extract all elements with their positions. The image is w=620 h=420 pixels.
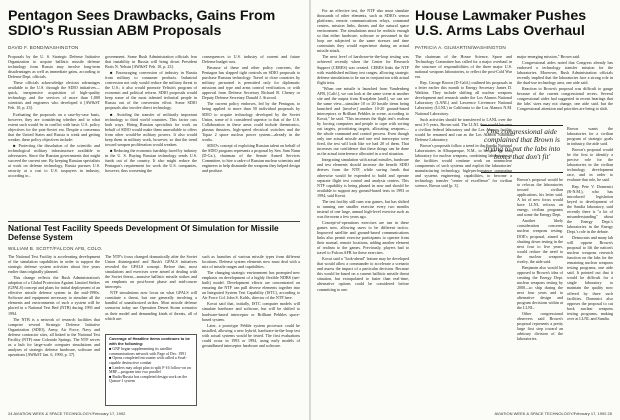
sidebar-column-2 bbox=[105, 254, 197, 332]
article-column-1 bbox=[8, 54, 100, 218]
continued-column bbox=[317, 8, 409, 406]
article-column-2 bbox=[105, 54, 197, 218]
paragraph: Another likely consideration concerns nuclear weapons testing. DOE's proposal, aimed at shutting down testing in the next four to five years, would reduce the need to the nuclear weapons rivalry, the aide said. bbox=[517, 218, 563, 264]
paragraph: For an effective test, the NTF also must simulate thousands of other elements, such as SDIO's sensor platforms, remote communications relays, command centers, mission links, threats and the natural space environment. The simulations must be realistic enough so that either hardware, software or personnel in the loop are subjected to the same stresses and time constraints they would experience during an actual missile attack. bbox=[317, 8, 409, 54]
sidebar-column-1 bbox=[8, 254, 100, 406]
paragraph: Congressional aides noted that Congress already has endorsed a technology transfer mission for the laboratories. Moreover, Bush Administration officials recently implied that the laboratories face a strong role in the dual-use technology area, one aide said. bbox=[517, 60, 613, 86]
article-column-3b bbox=[517, 177, 563, 406]
paragraph: Other congressional observers said Brown's proposal represents a pretty large first step toward an arbitrary division of the laboratories. bbox=[517, 311, 563, 342]
article-column-3 bbox=[517, 54, 613, 122]
paragraph: SDIO's concept of exploiting Russian talent on behalf of the SDIO program represents a proposal by Sen. Sam Nunn (D-Ga.), chairman of the Senate Armed Services Committee, to hire a cadre of Russian nuclear scientists and engineers to help dismantle the weapons they helped design and produce. bbox=[202, 142, 300, 174]
section-divider bbox=[8, 221, 300, 222]
paragraph: Evaluating the proposals on a case-by-case basis, however, they are considering whether and to what extent such would be in conflict with basic U.S. policy objectives for the post-Soviet era. Despite a consensus that the United States and Russia is weak and getting weaker, these policy objectives include: bbox=[8, 111, 100, 142]
paragraph: consequences to U.S. industry of current and future Defense budget cuts. bbox=[202, 54, 300, 65]
article-byline: PATRICIA A. GILMARTIN/WASHINGTON bbox=[415, 45, 506, 50]
paragraph: Integrating simulation with actual missiles, hardware and test elements should increase the benefit SDIO derives from the NTF, while saving funds that otherwise would be expended to build and operate separate flight test control and analysis centers. This NTF capability is being phased in now and should be available to support any ground-based tests in 1993 or 1994, said Kovat. bbox=[317, 157, 409, 198]
paragraph: The changing strategic environment has prompted new emphasis on development of a highly flexible NDBS (net-built) model. Development efforts are concentrated on ensuring the NTF can pull diverse elements together into an Integrated System Test Capability (ISTC), according to Air Force Col. John S. Kohls, director of the NTF here. bbox=[202, 270, 300, 301]
left-page bbox=[0, 0, 309, 420]
page-footer-right: AVIATION WEEK & SPACE TECHNOLOGY/February 17, 1992 25 bbox=[494, 411, 612, 416]
sidebar-column-3 bbox=[202, 254, 300, 406]
paragraph: such as launches of various missile types from different locations. Defense system elements now must deal with a mix of missile ranges and capabilities. bbox=[202, 254, 300, 270]
paragraph: NTF simulations now focus on what GPALS will constitute a threat, but one generally involving a handful of unauthorized strikes. Most missile defense scenarios today use Operation Desert Storm scenarios as their model and demanding kinds of threats, all of which are: bbox=[105, 290, 197, 321]
paragraph: ■ Encouraging conversion of industry in Russia from military to consumer products. Industrial conversion not only would reduce the military threat to the U.S.; it also would promote Yeltsin's program of economic and political reform. SDIO proposals would keep some of the most talented technical people in Russia out of the conversion effort. Some SDIO proposals also involve direct technology. bbox=[105, 70, 197, 111]
paragraph: Kovat said a "look-ahead" feature may be developed that would allow a commander to accelerate a scenario and assess the impact of a particular decision. Because this would be based on a current ballistic missile threat situation, but extrapolated to faster than real-time, alternative options could be considered before committing to one. bbox=[317, 256, 409, 292]
paragraph: Benjamin also would be opposed to Brown's idea of creating the Energy Dept. nuclear weapons testing by 2000—to ship during the next four years and to alternative design and program decisions within at the LLNL. bbox=[517, 264, 563, 311]
article-column-2 bbox=[415, 54, 512, 406]
paragraph: government. Some Bush Administration officials fear that instability in Russia will bring down President Boris N. Yeltsin [AW&ST Feb. 10, p. 23]. bbox=[105, 54, 197, 70]
paragraph: Later, a prototype Pebble system processor could be installed, allowing a new hybrid, hardware-in-the-loop test with actual systems would be tested. The first evaluations could occur in 1993 or 1994, using early models of groundbased interceptor hardware and software. bbox=[202, 322, 300, 348]
pullquote: One congressional aide complained that Brown is 'trying to put the labs into boxes that don't fit' bbox=[483, 127, 561, 162]
paragraph: The current policy endorses, led by the Pentagon, to being applied to more than 50 individual proposals by SDIO to acquire technology developed by the Soviet Union, some of it considered superior to that of the U.S. Collaboration in these areas could include thermionics, plasma thrusters, high-speed electrical switches and the Topaz 2 space nuclear power system—already in the works. bbox=[202, 101, 300, 142]
paragraph: ■ Reducing the economic hardship faced by industry in the U. S. Buying Russian technology sends U.S. funds out of the country. It also might reduce the Pentagon's requirement for work the U.S. companies, however, thus worsening the bbox=[105, 147, 197, 174]
coverage-item: ■ Opens completed encounter with called a Scud-capable destructive combat bbox=[109, 356, 187, 365]
article-headline: House Lawmaker Pushes U.S. Arms Labs Overhaul bbox=[415, 8, 587, 39]
paragraph: The next level of hardware-in-the-loop testing was achieved recently when the Center for Research Support (CERES) was created. CERES links the NTF with established military test ranges, allowing strategic defense simulations to be run in conjunction with actual flight tests. bbox=[317, 54, 409, 85]
paragraph: major emerging mission," Brown said. bbox=[517, 54, 581, 59]
paragraph: Kovat said that, initially, ISTC computer models will simulate hardware and software, but will be shifted to hardware-based interceptor or Brilliant Pebbles space-based system. bbox=[202, 301, 300, 322]
coverage-box-title: Coverage of Headline items continues to be with the following: bbox=[109, 336, 190, 346]
paragraph: ■ Protecting the dissolution of the scientific and technological military infrastructure available to adversaries. Since the Russian governments that might succeed the current one. By keeping Russian specialists at work on defense technology, Russia pursues U.S. security at a cost to U.S. taxpayers in industry, according to... bbox=[8, 142, 100, 179]
paragraph: The NTF's focus changed dramatically after the Soviet Union disintegrated and Bush's GPALS initiatives revealed the GPALS concept. Before that, most simulations and exercises were aimed at dealing with the Soviet threat—massive ballistic missile strikes and an emphasis on post-boost phase and mid-course intercepts. bbox=[105, 254, 197, 290]
sidebar-byline: WILLIAM B. SCOTT/FALCON AFB, COLO. bbox=[8, 246, 103, 251]
article-column-3 bbox=[202, 54, 300, 218]
article-headline: Pentagon Sees Drawbacks, Gains From SDIO's Russian ABM Proposals bbox=[8, 8, 276, 39]
paragraph: This change reflects the Bush Administration's adoption of a Global Protection Against Limited Strikes (GPALS) concept and plans for initial deployment of an effective missile defense system in the mid-1990s. Software and equipment necessary to simulate all the elements and environments of such a system will be placed in a National Test Bed (NTB) during 1993 and 1994. bbox=[8, 275, 100, 316]
paragraph: Democrats and many lab will oppose Brown's proposal to lift the nation's nuclear weapons research function on the labs for the remaining nuclear weapons testing programs, one aide said. It pointed out that it would be difficult for a single laboratory to maintain the quality now offered by three such facilities. Domenici also opposes the proposal to cut back nuclear weapons testing programs, making over at LLNL and Sandia. bbox=[567, 234, 613, 321]
paragraph: The NTB is a network of research facilities that comprise several Strategic Defense Initiative Organization (SDIO), Army, Air Force, Navy and defense contractor sites, all linked to the National Test Facility (NTF) near Colorado Springs. The NTF serves as a hub for large-scale computer simulations and analyses of strategic defense hardware, software and operations [AW&ST Jan. 6, 1990, p. 37]. bbox=[8, 316, 100, 357]
paragraph: These officials acknowledge obvious advantages available to the U.S. through the SDIO initiatives—quick, inexpensive acquisition of high-quality technology and the services of more than 1,000 scientists and engineers who developed it [AW&ST Feb. 10, p. 23]. bbox=[8, 80, 100, 111]
article-column-4 bbox=[567, 126, 613, 406]
coverage-item: ■ GNF began supplementing its satellite communications network with Page of Dec. 1991 bbox=[109, 347, 187, 356]
paragraph: Brown's proposals follow a trend in the Sandia National Laboratories in Albuquerque, N.M., to become the lead laboratory for nuclear weapons, combining laboratories at the facilities would continue work on nonnuclear components of such systems and exploit the laboratories' manufacturing technology, high-performance computing and systems engineering capabilities, to become a technology transfer "center of excellence" for civilian science, Brown said [p. 3]. bbox=[415, 142, 512, 189]
paragraph: ■ Avoiding the transfer of militarily important technology to third world countries. This factor cuts both ways. Hiring Russian specialists for work on behalf of SDIO would make them unavailable to offers from other would-be military powers. It also would keep them in military work, however, so that the trend toward weapon proliferation would weaken. bbox=[105, 111, 197, 147]
paragraph: Reaction to Brown's proposal was difficult to gauge because of the current congressional recess. Several congressional aides had suggested in recent hearings that the labs' sizes may not change, one aide said, but the Congressional attention and priorities are being to shift. bbox=[517, 86, 613, 112]
paragraph: Brown wants the laboratories for a civilian program of strategic goals in industry, the aide said. bbox=[567, 126, 613, 147]
paragraph: Brown's proposal would be to refocus the laboratories toward civilian applications, his letter said. A lot of new focus would have LLNL refocus on energy, civilian programs and some the Energy Dept. bbox=[517, 177, 563, 218]
article-byline: DAVID F. BOND/WASHINGTON bbox=[8, 45, 79, 50]
paragraph: Such activities should be transferred to LANL over the next 3-5 years, Brown said. The LLNL then would become a civilian federal laboratory and the Los Alamos facility would be renamed and run as the Los Alamos National Defense Laboratory. bbox=[415, 116, 512, 142]
paragraph: "When one missile is launched from Vandenberg AFB, [Calif.], we can look at the same scene at another site and the output from Kwajalein [atoll], we can see the same view—simulate 10 or 20 hostile items being launched and [involve] another 10-20 ground-based interceptors or Brilliant Pebbles in scene, according to Kovat," he said. "This increases the flight test's realism by forcing computers and people to cope with sorting out targets, prioritizing targets, allocating weapons—the whole command and control process. Even though only one actual missile and one real interceptor were fired, the test will look like we had 20 of them. That increases our confidence that these things can be done as the actual interference allocated in a real situation. bbox=[317, 85, 409, 157]
pullquote-rule-bottom bbox=[481, 172, 563, 173]
coverage-box bbox=[105, 334, 197, 406]
paragraph: Rep. Pete V. Domenici (R-N.M.), who has introduced legislation keyed to development of the Sandia laboratory, said recently there is "a lot of misunderstanding" about the Energy Dept.'s laboratories in the Energy Dept.'s role in the debate. bbox=[567, 183, 613, 234]
right-page bbox=[311, 0, 620, 420]
coverage-item: ■ Leaders may adopt plan to split F-16 follow-on on MRF—program into two parallel bbox=[109, 365, 191, 375]
paragraph: Concept-of-operations exercises are run in these games now, allowing users to be different tactics. Improved satellite and ground-based communications links also permit exercise participants to operate from their normal, remote locations, adding another element of realism to the games. Previously, players had to travel to Falcon AFB for these exercises. bbox=[317, 219, 409, 256]
paragraph: The test facility still runs war games, but has shifted to running one smaller exercise every two months instead of one large, annual high-level exercise such as was the norm a few years ago. bbox=[317, 198, 409, 219]
coverage-item: ■ Radio/Russia has completed design work on the Quasar-1 system bbox=[109, 374, 188, 384]
paragraph: Rep. George Brown (D-Calif.) outlined his proposals in a letter earlier this month to Energy Secretary James D. Watkins. They include shifting all nuclear weapons development and research under the Los Alamos National Laboratory (LANL) and Lawrence Livermore National Laboratory (LLNL) in California to the Los Alamos N.M. National Laboratory. bbox=[415, 80, 512, 116]
paragraph: Brown's proposal would be the first to identify a precise role for the laboratories in the civilian technology development race, and in order to evaluate that role, he said. bbox=[567, 147, 613, 183]
paragraph: Because of these and other policy concerns, the Pentagon has slapped tight controls on SDIO proposals to purchase Russian technology. Travel to close countries by military personnel is permitted only for diplomatic missions and type and arms control verification, or with approval from Defense Secretary Richard B. Cheney or Deputy Defense Secretary Donald J. Atwood. bbox=[202, 65, 300, 101]
paragraph: Proposals by the U. S. Strategic Defense Initiative Organization to acquire ballistic missile defense technology from Russia may involve long-term disadvantages as well as immediate gains, according to Defense Dept. officials. bbox=[8, 54, 100, 80]
page-footer-left: 24 AVIATION WEEK & SPACE TECHNOLOGY/February 17, 1992 bbox=[8, 411, 126, 416]
sidebar-headline: National Test Facility Speeds Development Of Simulation for Missile Defense System bbox=[8, 223, 279, 242]
paragraph: The chairman of the House Science, Space and Technology Committee has called for a major overhaul in the structure of responsibilities of the three major U.S. national weapons laboratories, to reflect the post-Cold War era. bbox=[415, 54, 512, 80]
paragraph: The National Test Facility is accelerating development of the simulation capabilities in order to support the strategic defense system activities about five years earlier than originally planned. bbox=[8, 254, 100, 275]
pullquote-rule-top bbox=[481, 125, 563, 126]
